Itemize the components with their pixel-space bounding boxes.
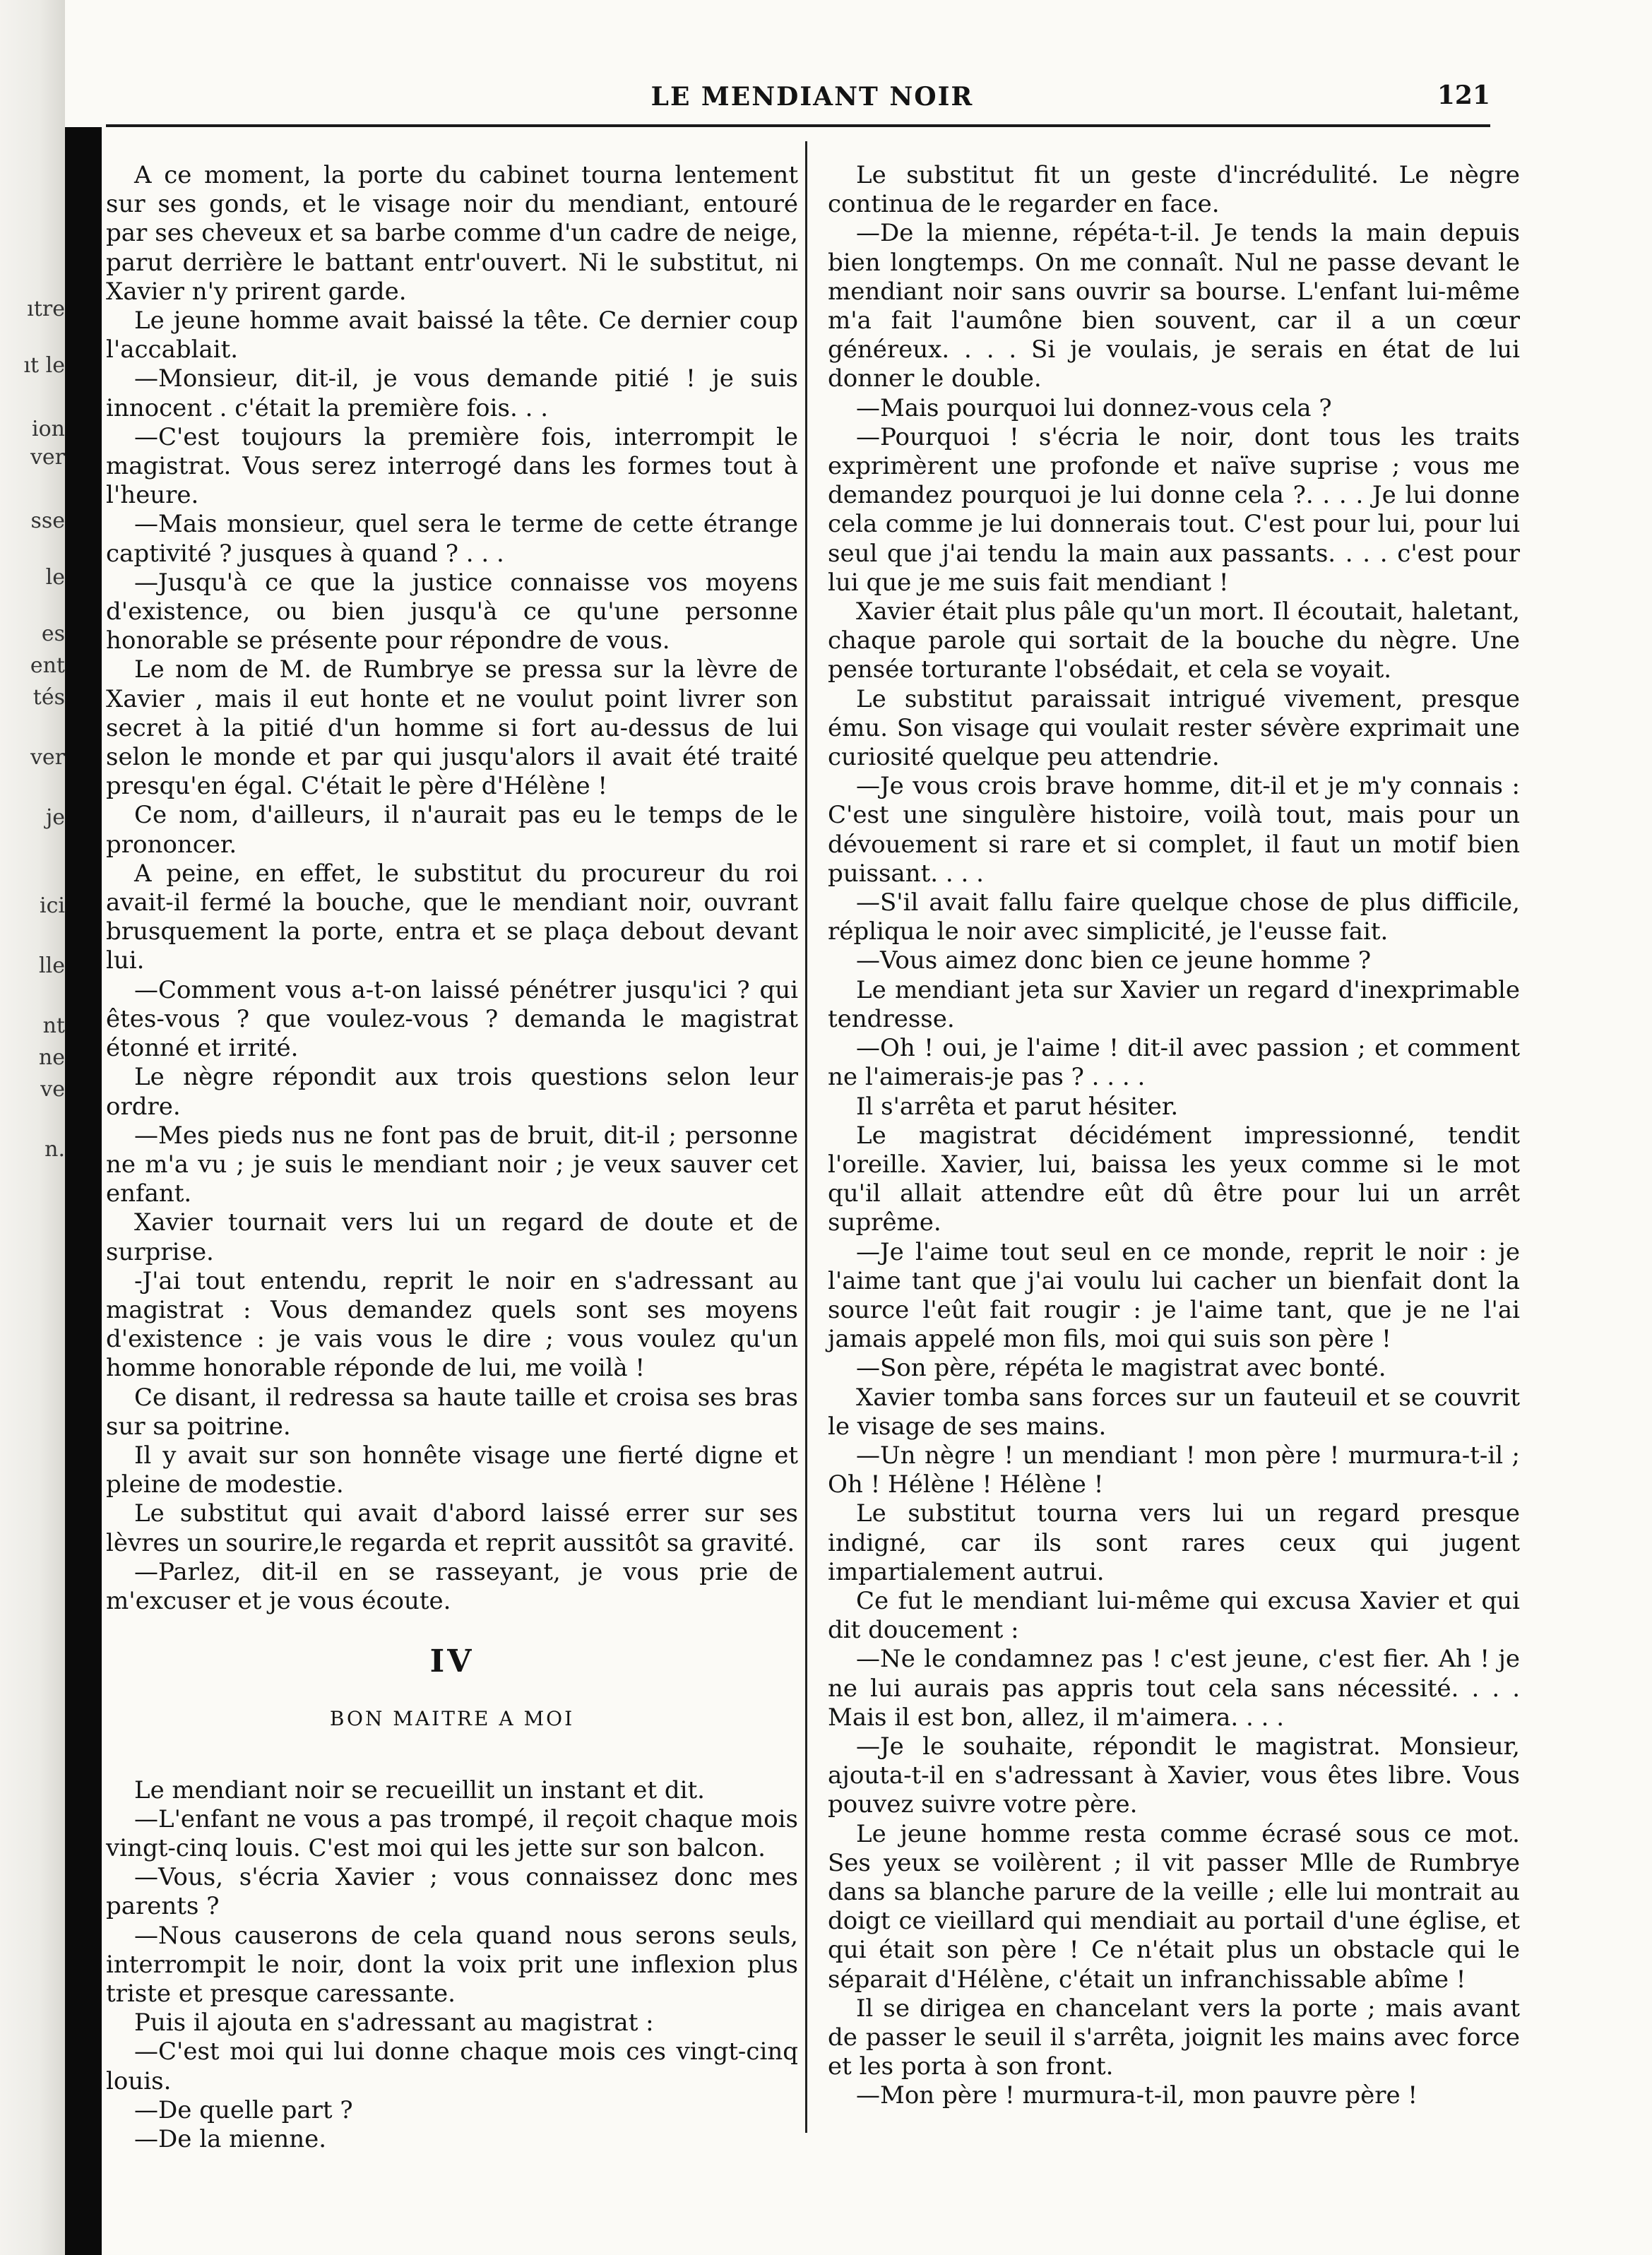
section-number: IV (429, 1643, 475, 1680)
paragraph: Le substitut fit un geste d'incrédulité. Le nègre continua de le regarder en face. (828, 161, 1520, 219)
paragraph: —De quelle part ? (134, 2095, 353, 2124)
paragraph: —S'il avait fallu faire quelque chose de plus difficile, répliqua le noir avec simplicité, je l'eusse fait. (828, 888, 1520, 946)
gutter-fragment: ne (38, 1045, 65, 1070)
paragraph: Il y avait sur son honnête visage une fierté digne et pleine de modestie. (106, 1441, 798, 1499)
paragraph: A ce moment, la porte du cabinet tourna lentement sur ses gonds, et le visage noir du mendiant, entouré par ses cheveux et sa barbe comme d'un cadre de neige, parut derrière le battant entr'ouvert. Ni le substitut, ni Xavier n'y prirent garde. (106, 161, 798, 306)
gutter-fragment: ent (30, 653, 65, 678)
paragraph: Ce disant, il redressa sa haute taille et croisa ses bras sur sa poitrine. (106, 1383, 798, 1441)
gutter-fragment: ver (30, 745, 65, 770)
gutter-fragment: n. (44, 1137, 65, 1162)
paragraph: Ce fut le mendiant lui-même qui excusa Xavier et qui dit doucement : (828, 1586, 1520, 1645)
paragraph: —Je vous crois brave homme, dit-il et je m'y connais : C'est une singulère histoire, voilà tout, mais pour un dévouement si rare et si complet, il faut un motif bien puissant. . . . (828, 772, 1520, 888)
paragraph: Le jeune homme avait baissé la tête. Ce dernier coup l'accablait. (106, 307, 798, 364)
gutter-fragment: tés (32, 685, 65, 710)
paragraph: —Mon père ! murmura-t-il, mon pauvre père ! (856, 2081, 1418, 2110)
gutter-fragment: ici (40, 893, 65, 918)
gutter-fragment: ve (40, 1077, 65, 1102)
gutter-fragment: ıtre (27, 297, 65, 321)
paragraph: —Vous aimez donc bien ce jeune homme ? (856, 946, 1372, 975)
paragraph: —Monsieur, dit-il, je vous demande pitié ! je suis innocent . c'était la première fois. . . (106, 364, 798, 422)
paragraph: Xavier tomba sans forces sur un fauteuil et se couvrit le visage de ses mains. (828, 1383, 1520, 1441)
gutter-fragment: le (45, 565, 65, 590)
paragraph: Le substitut qui avait d'abord laissé errer sur ses lèvres un sourire,le regarda et reprit aussitôt sa gravité. (106, 1499, 798, 1557)
paragraph: Puis il ajouta en s'adressant au magistrat : (134, 2009, 654, 2037)
running-title: LE MENDIANT NOIR (650, 82, 974, 112)
paragraph: Le mendiant jeta sur Xavier un regard d'inexprimable tendresse. (828, 975, 1520, 1033)
paragraph: Il se dirigea en chancelant vers la porte ; mais avant de passer le seuil il s'arrêta, joignit les mains avec force et les porta à son front. (828, 1994, 1520, 2081)
gutter-fragment: lle (39, 953, 65, 978)
left-column (106, 161, 798, 2154)
paragraph: Il s'arrêta et parut hésiter. (856, 1092, 1179, 1121)
page-number: 121 (1437, 81, 1490, 110)
paragraph: —L'enfant ne vous a pas trompé, il reçoit chaque mois vingt-cinq louis. C'est moi qui les jette sur son balcon. (106, 1804, 798, 1862)
paragraph: —De la mienne. (134, 2125, 327, 2153)
paragraph: —Je le souhaite, répondit le magistrat. Monsieur, ajouta-t-il en s'adressant à Xavier, vous êtes libre. Vous pouvez suivre votre père. (828, 1732, 1520, 1819)
column-divider (805, 141, 807, 2133)
paragraph: —Je l'aime tout seul en ce monde, reprit le noir : je l'aime tant que j'ai voulu lui cacher un bienfait dont la source l'eût fait rougir : je l'aime tant, que je ne l'ai jamais appelé mon fils, moi qui suis son père ! (828, 1237, 1520, 1354)
paragraph: —Parlez, dit-il en se rasseyant, je vous prie de m'excuser et je vous écoute. (106, 1557, 798, 1615)
paragraph: —Vous, s'écria Xavier ; vous connaissez donc mes parents ? (106, 1863, 798, 1921)
paragraph: —Un nègre ! un mendiant ! mon père ! murmura-t-il ; Oh ! Hélène ! Hélène ! (828, 1441, 1520, 1499)
paragraph: —Son père, répéta le magistrat avec bonté. (856, 1354, 1386, 1383)
gutter-fragment: sse (30, 508, 65, 533)
gutter-fragment: ion (32, 417, 65, 441)
paragraph: —Mes pieds nus ne font pas de bruit, dit-il ; personne ne m'a vu ; je suis le mendiant noir ; je veux sauver cet enfant. (106, 1121, 798, 1208)
gutter-fragment: nt (42, 1013, 65, 1038)
binding-spine (65, 127, 102, 2255)
paragraph: Le substitut tourna vers lui un regard presque indigné, car ils sont rares ceux qui jugent impartialement autrui. (828, 1499, 1520, 1586)
paragraph: —Mais pourquoi lui donnez-vous cela ? (856, 393, 1332, 422)
paragraph: Le nègre répondit aux trois questions selon leur ordre. (106, 1063, 798, 1121)
paragraph: Le substitut paraissait intrigué vivement, presque ému. Son visage qui voulait rester sévère exprimait une curiosité quelque peu attendrie. (828, 684, 1520, 772)
page-header (106, 76, 1519, 119)
section-title: BON MAITRE A MOI (329, 1707, 575, 1731)
paragraph: —C'est toujours la première fois, interrompit le magistrat. Vous serez interrogé dans les formes tout à l'heure. (106, 422, 798, 510)
paragraph: —Oh ! oui, je l'aime ! dit-il avec passion ; et comment ne l'aimerais-je pas ? . . . . (828, 1034, 1520, 1092)
gutter-fragment: je (45, 805, 65, 830)
paragraph: —Comment vous a-t-on laissé pénétrer jusqu'ici ? qui êtes-vous ? que voulez-vous ? demanda le magistrat étonné et irrité. (106, 975, 798, 1063)
paragraph: Le jeune homme resta comme écrasé sous ce mot. Ses yeux se voilèrent ; il vit passer Mlle de Rumbrye dans sa blanche parure de la veille ; elle lui montrait au doigt ce vieillard qui mendiait au portail d'une église, et qui était son père ! Ce n'était plus un obstacle qui le séparait d'Hélène, c'était un infranchissable abîme ! (828, 1819, 1520, 1994)
paragraph: A peine, en effet, le substitut du procureur du roi avait-il fermé la bouche, que le mendiant noir, ouvrant brusquement la porte, entra et se plaça debout devant lui. (106, 859, 798, 975)
paragraph: —Jusqu'à ce que la justice connaisse vos moyens d'existence, ou bien jusqu'à ce qu'une personne honorable se présente pour répondre de vous. (106, 568, 798, 655)
header-rule (106, 124, 1490, 127)
page-edge-shadow (0, 0, 65, 2255)
paragraph: —Pourquoi ! s'écria le noir, dont tous les traits exprimèrent une profonde et naïve suprise ; vous me demandez pourquoi je lui donne cela ?. . . . Je lui donne cela comme je lui donnerais tout. C'est pour lui, pour lui seul que j'ai tendu la main aux passants. . . . c'est pour lui que je me suis fait mendiant ! (828, 422, 1520, 597)
right-column-text (828, 161, 1520, 2111)
paragraph: —Mais monsieur, quel sera le terme de cette étrange captivité ? jusques à quand ? . . . (106, 510, 798, 568)
left-column-text-after (106, 1776, 798, 2155)
gutter-fragment: ver (30, 445, 65, 470)
left-column-text (106, 161, 798, 1616)
paragraph: —C'est moi qui lui donne chaque mois ces vingt-cinq louis. (106, 2037, 798, 2095)
paragraph: Le nom de M. de Rumbrye se pressa sur la lèvre de Xavier , mais il eut honte et ne voulut point livrer son secret à la pitié d'un homme si fort au-dessus de lui selon le monde et par qui jusqu'alors il avait été traité presqu'en égal. C'était le père d'Hélène ! (106, 655, 798, 801)
paragraph: —De la mienne, répéta-t-il. Je tends la main depuis bien longtemps. On me connaît. Nul ne passe devant le mendiant noir sans ouvrir sa bourse. L'enfant lui-même m'a fait l'aumône bien souvent, car il a un cœur généreux. . . . Si je voulais, je serais en état de lui donner le double. (828, 219, 1520, 393)
paragraph: Le magistrat décidément impressionné, tendit l'oreille. Xavier, lui, baissa les yeux comme si le mot qu'il allait attendre eût dû être pour lui un arrêt suprême. (828, 1121, 1520, 1237)
paragraph: Xavier était plus pâle qu'un mort. Il écoutait, haletant, chaque parole qui sortait de la bouche du nègre. Une pensée torturante l'obsédait, et cela se voyait. (828, 597, 1520, 684)
gutter-fragment: ıt le (23, 353, 65, 378)
paragraph: —Ne le condamnez pas ! c'est jeune, c'est fier. Ah ! je ne lui aurais pas appris tout cela sans nécessité. . . . Mais il est bon, allez, il m'aimera. . . . (828, 1645, 1520, 1732)
gutter-fragment: es (41, 621, 65, 646)
paragraph: —Nous causerons de cela quand nous serons seuls, interrompit le noir, dont la voix prit une inflexion plus triste et presque caressante. (106, 1921, 798, 2008)
right-column (828, 161, 1520, 2111)
paragraph: -J'ai tout entendu, reprit le noir en s'adressant au magistrat : Vous demandez quels sont ses moyens d'existence : je vais vous le dire ; vous voulez qu'un homme honorable réponde de lui, me voilà ! (106, 1266, 798, 1383)
paragraph: Ce nom, d'ailleurs, il n'aurait pas eu le temps de le prononcer. (106, 801, 798, 859)
paragraph: Le mendiant noir se recueillit un instant et dit. (134, 1775, 705, 1804)
paragraph: Xavier tournait vers lui un regard de doute et de surprise. (106, 1208, 798, 1266)
